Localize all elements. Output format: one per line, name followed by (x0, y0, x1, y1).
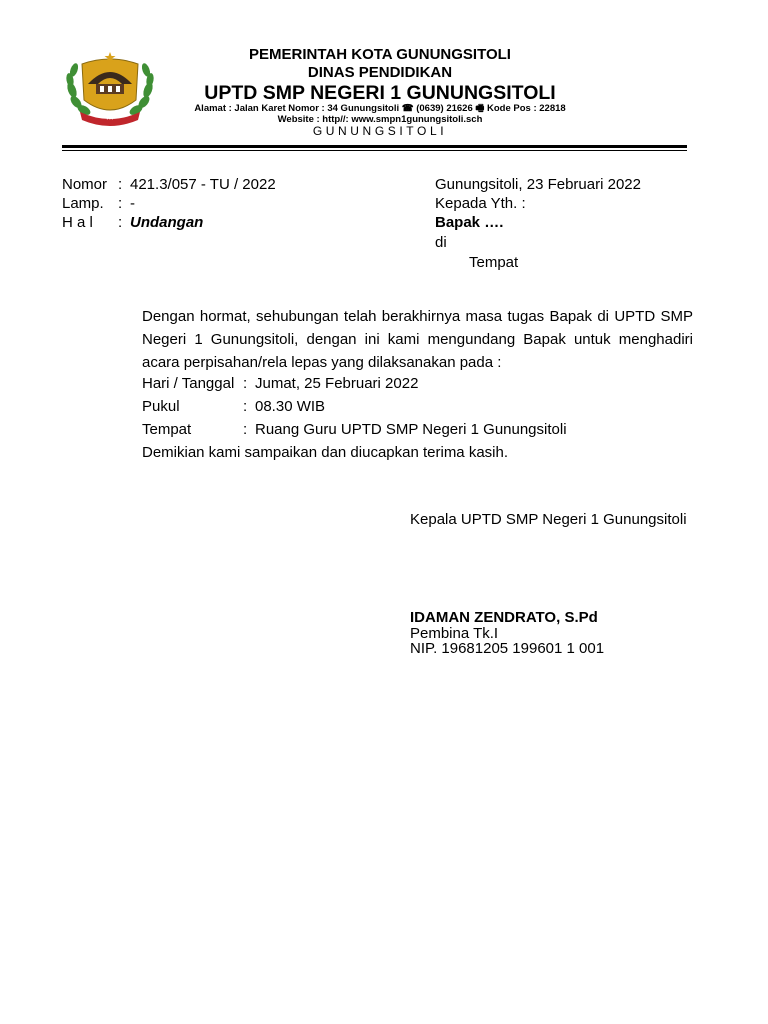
nomor-label: Nomor (62, 176, 108, 193)
letterhead-school: UPTD SMP NEGERI 1 GUNUNGSITOLI (204, 82, 556, 104)
government-emblem (62, 50, 158, 128)
header-rule-thick (62, 145, 687, 148)
recipient-di: di (435, 234, 447, 251)
detail-label-time: Pukul (142, 398, 180, 415)
recipient-kepada: Kepada Yth. : (435, 195, 526, 212)
lamp-value: - (130, 195, 135, 212)
detail-value-date: Jumat, 25 Februari 2022 (255, 375, 419, 392)
letterhead-address: Alamat : Jalan Karet Nomor : 34 Gunungsitoli ☎ (0639) 21626 🖷 Kode Pos : 22818 (194, 103, 566, 114)
signatory-rank: Pembina Tk.I (410, 625, 499, 642)
hal-colon: : (118, 214, 123, 231)
detail-label-place: Tempat (142, 421, 192, 438)
detail-colon-time: : (243, 398, 248, 415)
hal-label: H a l (62, 214, 93, 231)
recipient-name: Bapak …. (435, 214, 504, 231)
detail-value-time: 08.30 WIB (255, 398, 326, 415)
lamp-colon: : (118, 195, 123, 212)
recipient-tempat: Tempat (469, 254, 519, 271)
detail-value-place: Ruang Guru UPTD SMP Negeri 1 Gunungsitoli (255, 421, 567, 438)
letterhead-website: Website : http//: www.smpn1gunungsitoli.sch (277, 114, 483, 125)
closing-sentence: Demikian kami sampaikan dan diucapkan terima kasih. (142, 444, 509, 461)
lamp-label: Lamp. (62, 195, 104, 212)
header-rule-thin (62, 150, 687, 151)
place-date: Gunungsitoli, 23 Februari 2022 (435, 176, 641, 193)
detail-label-date: Hari / Tanggal (142, 375, 235, 392)
letterhead-department: DINAS PENDIDIKAN (307, 64, 453, 81)
body-paragraph: Dengan hormat, sehubungan telah berakhirnya masa tugas Bapak di UPTD SMP Negeri 1 Gunungsitoli, dengan ini kami mengundang Bapak untuk menghadiri acara perpisahan/rela lepas yang dilaksanakan pada : (142, 308, 693, 371)
letterhead-government: PEMERINTAH KOTA GUNUNGSITOLI (249, 46, 511, 63)
signatory-name: IDAMAN ZENDRATO, S.Pd (410, 609, 598, 626)
nomor-value: 421.3/057 - TU / 2022 (130, 176, 276, 193)
letterhead-city: GUNUNGSITOLI (312, 124, 448, 138)
nomor-colon: : (118, 176, 123, 193)
signatory-nip: NIP. 19681205 199601 1 001 (410, 640, 605, 657)
signature-title: Kepala UPTD SMP Negeri 1 Gunungsitoli (410, 511, 687, 528)
hal-value: Undangan (130, 214, 204, 231)
svg-text:▪ ▪ ▪: ▪ ▪ ▪ (106, 116, 114, 121)
detail-colon-place: : (243, 421, 248, 438)
detail-colon-date: : (243, 375, 248, 392)
